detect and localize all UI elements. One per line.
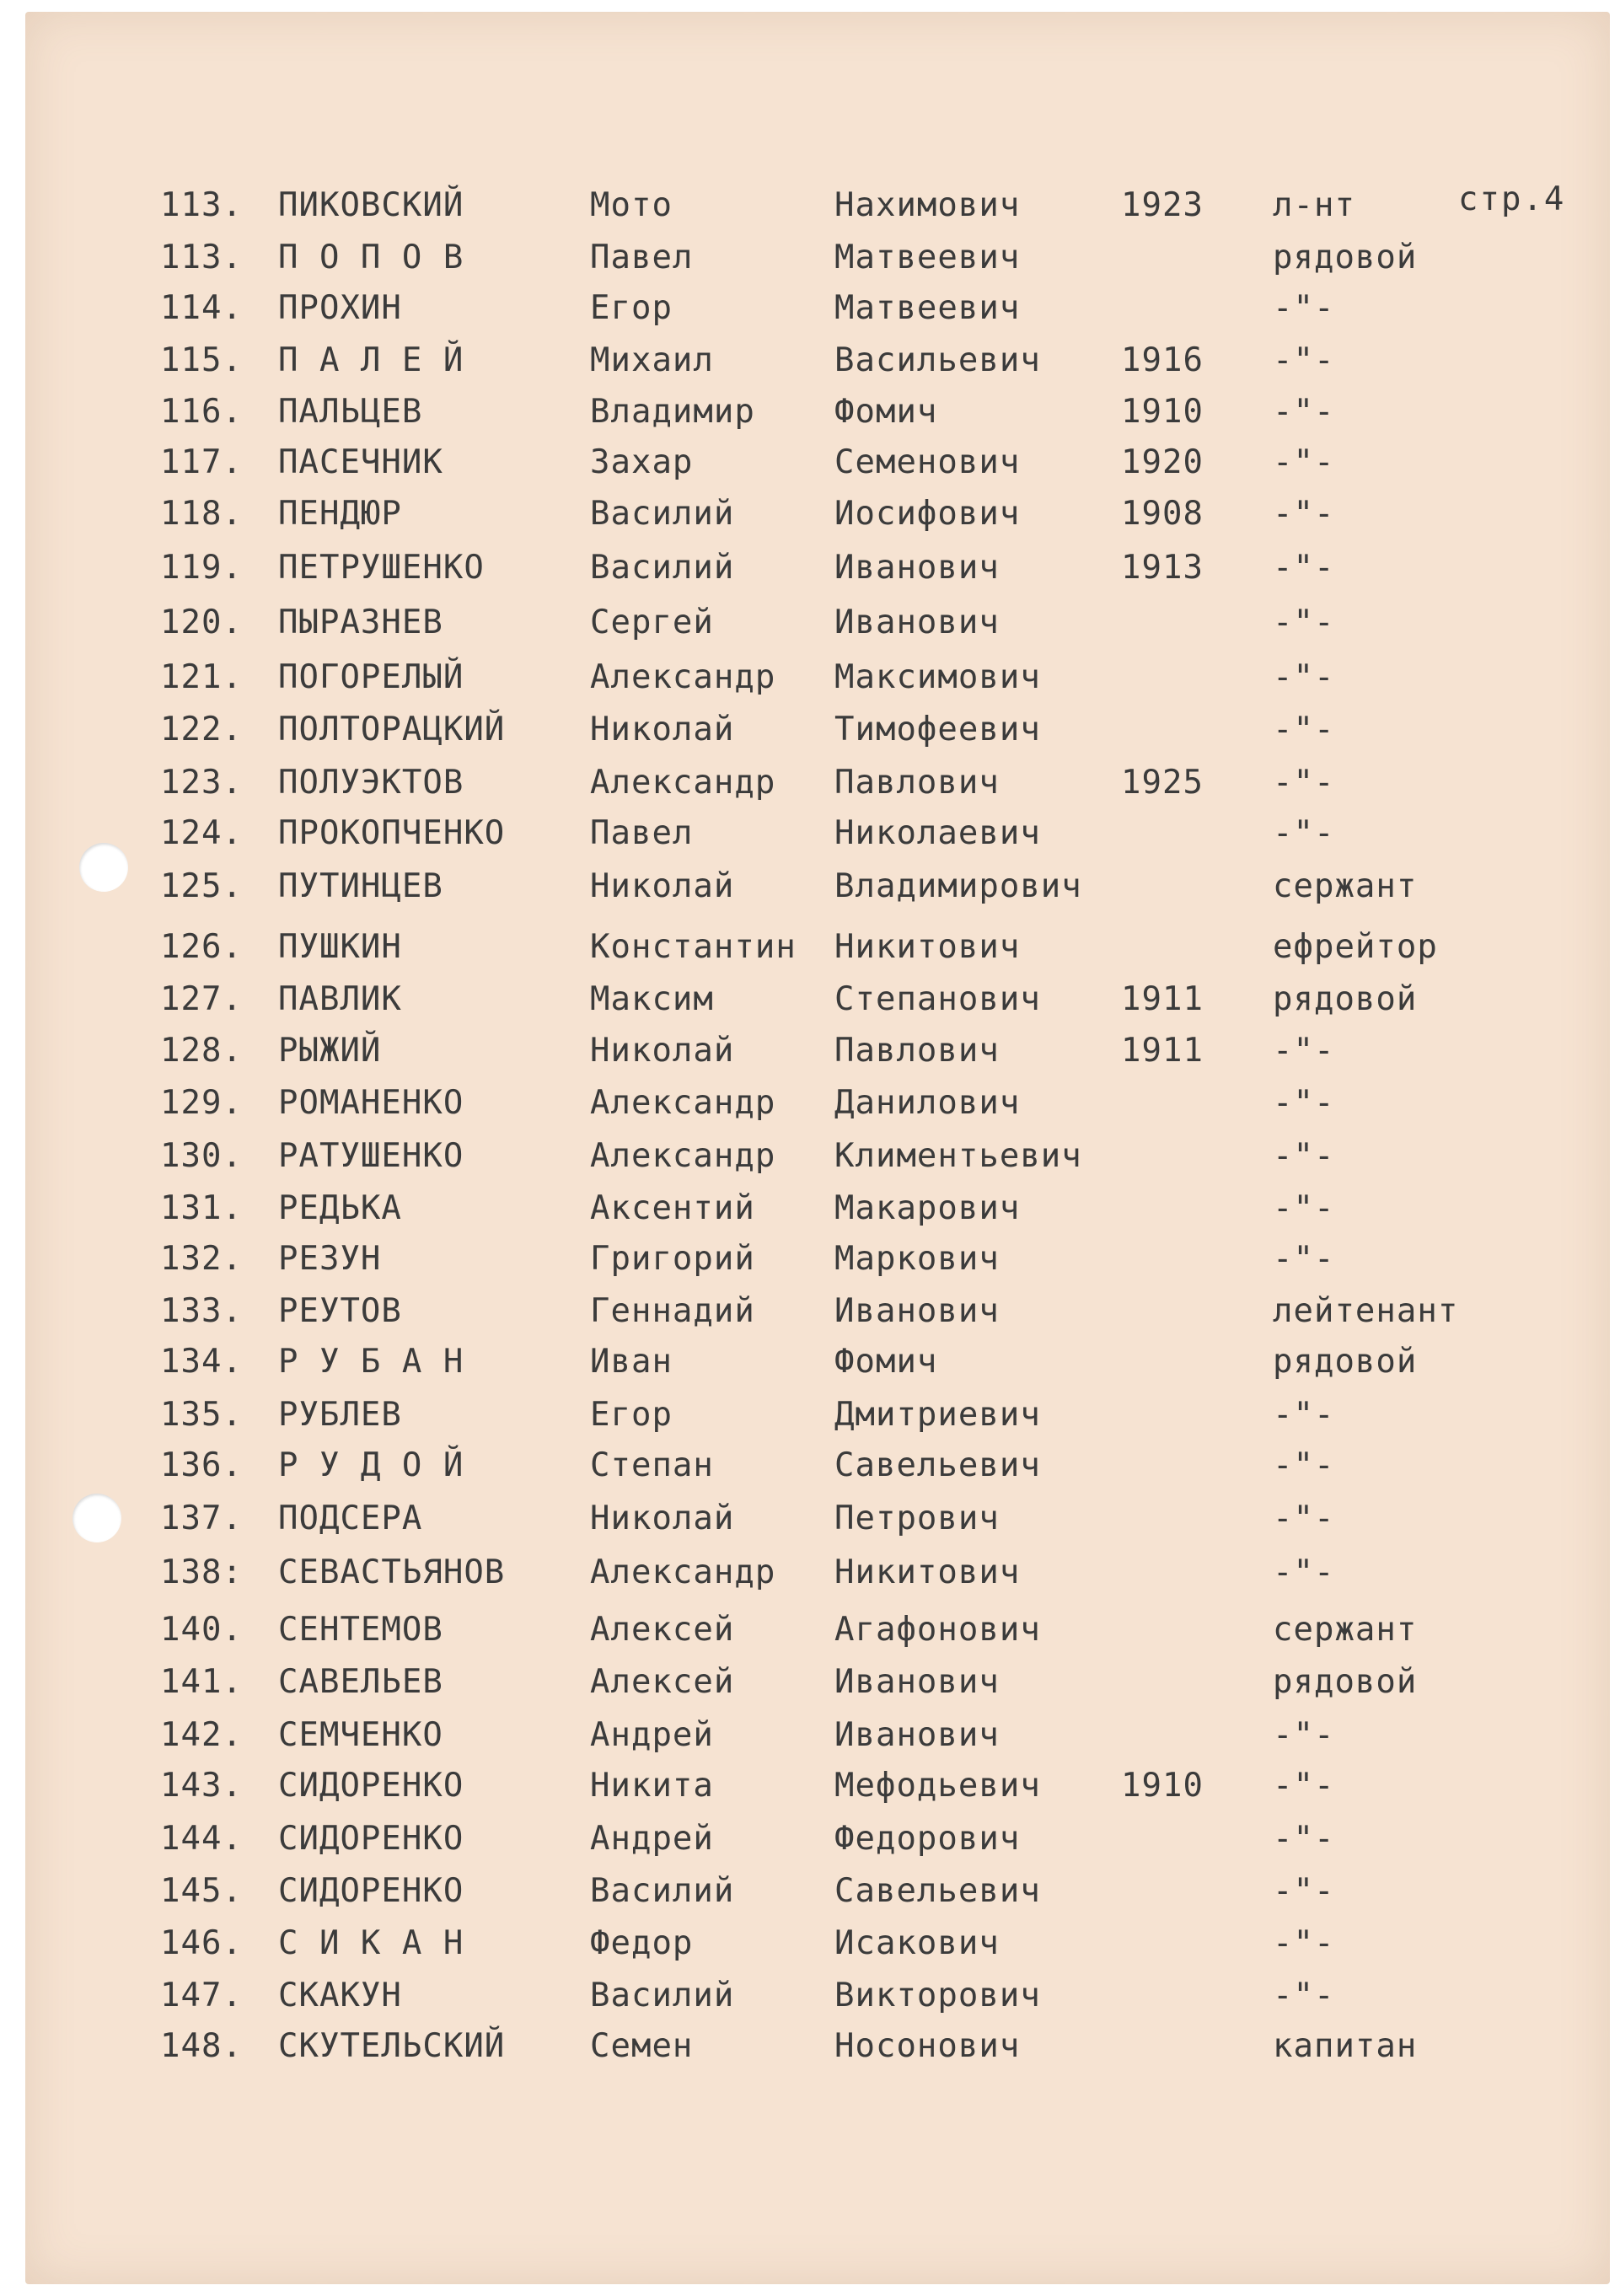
- list-item: [25, 1710, 1610, 1761]
- military-rank: лейтенант: [1273, 1292, 1459, 1330]
- first-name: Александр: [590, 1084, 776, 1122]
- birth-year: 1908: [1121, 495, 1204, 533]
- list-item: [25, 1131, 1610, 1182]
- patronymic: Маркович: [834, 1240, 1000, 1278]
- row-number: 113.: [160, 239, 243, 276]
- surname: ПЫРАЗНЕВ: [278, 604, 443, 641]
- row-number: 116.: [160, 393, 243, 431]
- surname: ПРОХИН: [278, 289, 402, 327]
- military-rank: -"-: [1273, 711, 1335, 748]
- patronymic: Павлович: [834, 1032, 1000, 1070]
- patronymic: Матвеевич: [834, 239, 1021, 276]
- patronymic: Владимирович: [834, 867, 1082, 905]
- row-number: 127.: [160, 980, 243, 1018]
- list-item: [25, 437, 1610, 488]
- row-number: 135.: [160, 1396, 243, 1434]
- patronymic: Максимович: [834, 658, 1041, 696]
- first-name: Александр: [590, 764, 776, 802]
- row-number: 133.: [160, 1292, 243, 1330]
- first-name: Сергей: [590, 604, 714, 641]
- first-name: Федор: [590, 1924, 694, 1962]
- first-name: Алексей: [590, 1611, 735, 1649]
- row-number: 120.: [160, 604, 243, 641]
- military-rank: рядовой: [1273, 239, 1418, 276]
- first-name: Михаил: [590, 341, 714, 379]
- patronymic: Матвеевич: [834, 289, 1021, 327]
- patronymic: Мефодьевич: [834, 1767, 1041, 1805]
- first-name: Аксентий: [590, 1189, 755, 1227]
- row-number: 119.: [160, 549, 243, 587]
- patronymic: Иосифович: [834, 495, 1021, 533]
- patronymic: Фомич: [834, 393, 938, 431]
- patronymic: Агафонович: [834, 1611, 1041, 1649]
- list-item: [25, 1026, 1610, 1076]
- list-item: [25, 758, 1610, 808]
- birth-year: 1925: [1121, 764, 1204, 802]
- military-rank: -"-: [1273, 393, 1335, 431]
- surname: ПАВЛИК: [278, 980, 402, 1018]
- row-number: 121.: [160, 658, 243, 696]
- military-rank: -"-: [1273, 1716, 1335, 1754]
- surname: СИДОРЕНКО: [278, 1872, 464, 1910]
- surname: ПРОКОПЧЕНКО: [278, 814, 506, 852]
- surname: С И К А Н: [278, 1924, 464, 1962]
- list-item: [25, 705, 1610, 755]
- surname: СЕМЧЕНКО: [278, 1716, 443, 1754]
- first-name: Андрей: [590, 1820, 714, 1858]
- patronymic: Исакович: [834, 1924, 1000, 1962]
- list-item: [25, 1390, 1610, 1440]
- first-name: Семен: [590, 2027, 694, 2065]
- first-name: Василий: [590, 495, 735, 533]
- patronymic: Фомич: [834, 1343, 938, 1381]
- surname: СКУТЕЛЬСКИЙ: [278, 2027, 506, 2065]
- surname: ПАСЕЧНИК: [278, 443, 443, 481]
- military-rank: ефрейтор: [1273, 928, 1438, 966]
- list-item: [25, 1866, 1610, 1917]
- patronymic: Носонович: [834, 2027, 1021, 2065]
- patronymic: Степанович: [834, 980, 1041, 1018]
- row-number: 134.: [160, 1343, 243, 1381]
- row-number: 130.: [160, 1137, 243, 1175]
- military-rank: сержант: [1273, 1611, 1418, 1649]
- row-number: 136.: [160, 1446, 243, 1484]
- list-item: [25, 598, 1610, 648]
- military-rank: -"-: [1273, 1820, 1335, 1858]
- military-rank: -"-: [1273, 289, 1335, 327]
- surname: ПОДСЕРА: [278, 1499, 423, 1537]
- patronymic: Иванович: [834, 1716, 1000, 1754]
- list-item: [25, 180, 1610, 231]
- military-rank: -"-: [1273, 1396, 1335, 1434]
- first-name: Мото: [590, 186, 673, 224]
- patronymic: Иванович: [834, 1292, 1000, 1330]
- list-item: [25, 233, 1610, 283]
- patronymic: Дмитриевич: [834, 1396, 1041, 1434]
- surname: ПИКОВСКИЙ: [278, 186, 464, 224]
- row-number: 126.: [160, 928, 243, 966]
- row-number: 142.: [160, 1716, 243, 1754]
- military-rank: -"-: [1273, 658, 1335, 696]
- list-item: [25, 1337, 1610, 1387]
- military-rank: -"-: [1273, 1553, 1335, 1591]
- list-item: [25, 1761, 1610, 1811]
- surname: ПУШКИН: [278, 928, 402, 966]
- patronymic: Павлович: [834, 764, 1000, 802]
- birth-year: 1911: [1121, 1032, 1204, 1070]
- row-number: 122.: [160, 711, 243, 748]
- military-rank: -"-: [1273, 1240, 1335, 1278]
- row-number: 148.: [160, 2027, 243, 2065]
- list-item: [25, 335, 1610, 386]
- list-item: [25, 1814, 1610, 1864]
- surname: Р У Б А Н: [278, 1343, 464, 1381]
- first-name: Николай: [590, 711, 735, 748]
- military-rank: -"-: [1273, 1137, 1335, 1175]
- military-rank: -"-: [1273, 341, 1335, 379]
- surname: РЕЗУН: [278, 1240, 382, 1278]
- row-number: 125.: [160, 867, 243, 905]
- patronymic: Климентьевич: [834, 1137, 1082, 1175]
- first-name: Григорий: [590, 1240, 755, 1278]
- patronymic: Иванович: [834, 604, 1000, 641]
- military-rank: капитан: [1273, 2027, 1418, 2065]
- surname: САВЕЛЬЕВ: [278, 1663, 443, 1701]
- list-item: [25, 1657, 1610, 1708]
- military-rank: -"-: [1273, 1924, 1335, 1962]
- surname: РОМАНЕНКО: [278, 1084, 464, 1122]
- military-rank: -"-: [1273, 1446, 1335, 1484]
- surname: ПЕТРУШЕНКО: [278, 549, 485, 587]
- surname: СКАКУН: [278, 1977, 402, 2014]
- patronymic: Савельевич: [834, 1446, 1041, 1484]
- surname: П А Л Е Й: [278, 341, 464, 379]
- surname: ПУТИНЦЕВ: [278, 867, 443, 905]
- first-name: Николай: [590, 1032, 735, 1070]
- list-item: [25, 1440, 1610, 1491]
- first-name: Степан: [590, 1446, 714, 1484]
- first-name: Владимир: [590, 393, 755, 431]
- first-name: Павел: [590, 239, 694, 276]
- military-rank: -"-: [1273, 1767, 1335, 1805]
- surname: ПАЛЬЦЕВ: [278, 393, 423, 431]
- list-item: [25, 543, 1610, 593]
- row-number: 129.: [160, 1084, 243, 1122]
- surname: П О П О В: [278, 239, 464, 276]
- military-rank: -"-: [1273, 1032, 1335, 1070]
- row-number: 131.: [160, 1189, 243, 1227]
- row-number: 114.: [160, 289, 243, 327]
- row-number: 145.: [160, 1872, 243, 1910]
- list-item: [25, 1078, 1610, 1129]
- patronymic: Васильевич: [834, 341, 1041, 379]
- first-name: Иван: [590, 1343, 673, 1381]
- surname: СЕНТЕМОВ: [278, 1611, 443, 1649]
- document-page: [25, 12, 1610, 2284]
- row-number: 118.: [160, 495, 243, 533]
- first-name: Егор: [590, 1396, 673, 1434]
- surname: РАТУШЕНКО: [278, 1137, 464, 1175]
- list-item: [25, 2021, 1610, 2072]
- military-rank: -"-: [1273, 1499, 1335, 1537]
- surname: РЕУТОВ: [278, 1292, 402, 1330]
- military-rank: сержант: [1273, 867, 1418, 905]
- list-item: [25, 1234, 1610, 1285]
- surname: РЕДЬКА: [278, 1189, 402, 1227]
- military-rank: -"-: [1273, 495, 1335, 533]
- list-item: [25, 808, 1610, 859]
- military-rank: рядовой: [1273, 1343, 1418, 1381]
- birth-year: 1913: [1121, 549, 1204, 587]
- military-rank: -"-: [1273, 549, 1335, 587]
- military-rank: рядовой: [1273, 1663, 1418, 1701]
- row-number: 141.: [160, 1663, 243, 1701]
- surname: РЫЖИЙ: [278, 1032, 382, 1070]
- row-number: 140.: [160, 1611, 243, 1649]
- first-name: Павел: [590, 814, 694, 852]
- first-name: Захар: [590, 443, 694, 481]
- patronymic: Савельевич: [834, 1872, 1041, 1910]
- list-item: [25, 1183, 1610, 1234]
- first-name: Андрей: [590, 1716, 714, 1754]
- first-name: Николай: [590, 867, 735, 905]
- list-item: [25, 283, 1610, 334]
- patronymic: Никитович: [834, 1553, 1021, 1591]
- military-rank: -"-: [1273, 1977, 1335, 2014]
- patronymic: Николаевич: [834, 814, 1041, 852]
- first-name: Василий: [590, 1977, 735, 2014]
- list-item: [25, 922, 1610, 973]
- patronymic: Петрович: [834, 1499, 1000, 1537]
- list-item: [25, 387, 1610, 437]
- patronymic: Данилович: [834, 1084, 1021, 1122]
- surname: РУБЛЕВ: [278, 1396, 402, 1434]
- first-name: Александр: [590, 1137, 776, 1175]
- military-rank: рядовой: [1273, 980, 1418, 1018]
- list-item: [25, 1971, 1610, 2021]
- list-item: [25, 1286, 1610, 1337]
- row-number: 143.: [160, 1767, 243, 1805]
- first-name: Никита: [590, 1767, 714, 1805]
- row-number: 146.: [160, 1924, 243, 1962]
- military-rank: -"-: [1273, 1189, 1335, 1227]
- birth-year: 1910: [1121, 1767, 1204, 1805]
- patronymic: Семенович: [834, 443, 1021, 481]
- first-name: Александр: [590, 658, 776, 696]
- surname: ПОГОРЕЛЫЙ: [278, 658, 464, 696]
- patronymic: Макарович: [834, 1189, 1021, 1227]
- list-item: [25, 1548, 1610, 1598]
- surname: ПОЛУЭКТОВ: [278, 764, 464, 802]
- military-rank: -"-: [1273, 764, 1335, 802]
- patronymic: Иванович: [834, 1663, 1000, 1701]
- surname: СИДОРЕНКО: [278, 1820, 464, 1858]
- military-rank: -"-: [1273, 814, 1335, 852]
- military-rank: -"-: [1273, 1872, 1335, 1910]
- military-rank: л-нт: [1273, 186, 1355, 224]
- patronymic: Нахимович: [834, 186, 1021, 224]
- patronymic: Никитович: [834, 928, 1021, 966]
- birth-year: 1916: [1121, 341, 1204, 379]
- row-number: 138:: [160, 1553, 243, 1591]
- surname: ПОЛТОРАЦКИЙ: [278, 711, 506, 748]
- list-item: [25, 1605, 1610, 1655]
- list-item: [25, 1494, 1610, 1544]
- row-number: 113.: [160, 186, 243, 224]
- first-name: Василий: [590, 549, 735, 587]
- list-item: [25, 652, 1610, 703]
- list-item: [25, 489, 1610, 539]
- first-name: Николай: [590, 1499, 735, 1537]
- first-name: Константин: [590, 928, 797, 966]
- list-item: [25, 1918, 1610, 1969]
- military-rank: -"-: [1273, 443, 1335, 481]
- row-number: 117.: [160, 443, 243, 481]
- patronymic: Викторович: [834, 1977, 1041, 2014]
- birth-year: 1911: [1121, 980, 1204, 1018]
- first-name: Александр: [590, 1553, 776, 1591]
- surname: СЕВАСТЬЯНОВ: [278, 1553, 506, 1591]
- first-name: Алексей: [590, 1663, 735, 1701]
- first-name: Егор: [590, 289, 673, 327]
- military-rank: -"-: [1273, 604, 1335, 641]
- birth-year: 1920: [1121, 443, 1204, 481]
- patronymic: Федорович: [834, 1820, 1021, 1858]
- list-item: [25, 974, 1610, 1025]
- first-name: Василий: [590, 1872, 735, 1910]
- military-rank: -"-: [1273, 1084, 1335, 1122]
- row-number: 147.: [160, 1977, 243, 2014]
- patronymic: Иванович: [834, 549, 1000, 587]
- row-number: 132.: [160, 1240, 243, 1278]
- patronymic: Тимофеевич: [834, 711, 1041, 748]
- surname: ПЕНДЮР: [278, 495, 402, 533]
- birth-year: 1923: [1121, 186, 1204, 224]
- surname: Р У Д О Й: [278, 1446, 464, 1484]
- surname: СИДОРЕНКО: [278, 1767, 464, 1805]
- first-name: Геннадий: [590, 1292, 755, 1330]
- first-name: Максим: [590, 980, 714, 1018]
- row-number: 123.: [160, 764, 243, 802]
- birth-year: 1910: [1121, 393, 1204, 431]
- row-number: 128.: [160, 1032, 243, 1070]
- row-number: 137.: [160, 1499, 243, 1537]
- list-item: [25, 861, 1610, 912]
- page-number: стр.4: [1458, 180, 1566, 218]
- row-number: 124.: [160, 814, 243, 852]
- row-number: 144.: [160, 1820, 243, 1858]
- row-number: 115.: [160, 341, 243, 379]
